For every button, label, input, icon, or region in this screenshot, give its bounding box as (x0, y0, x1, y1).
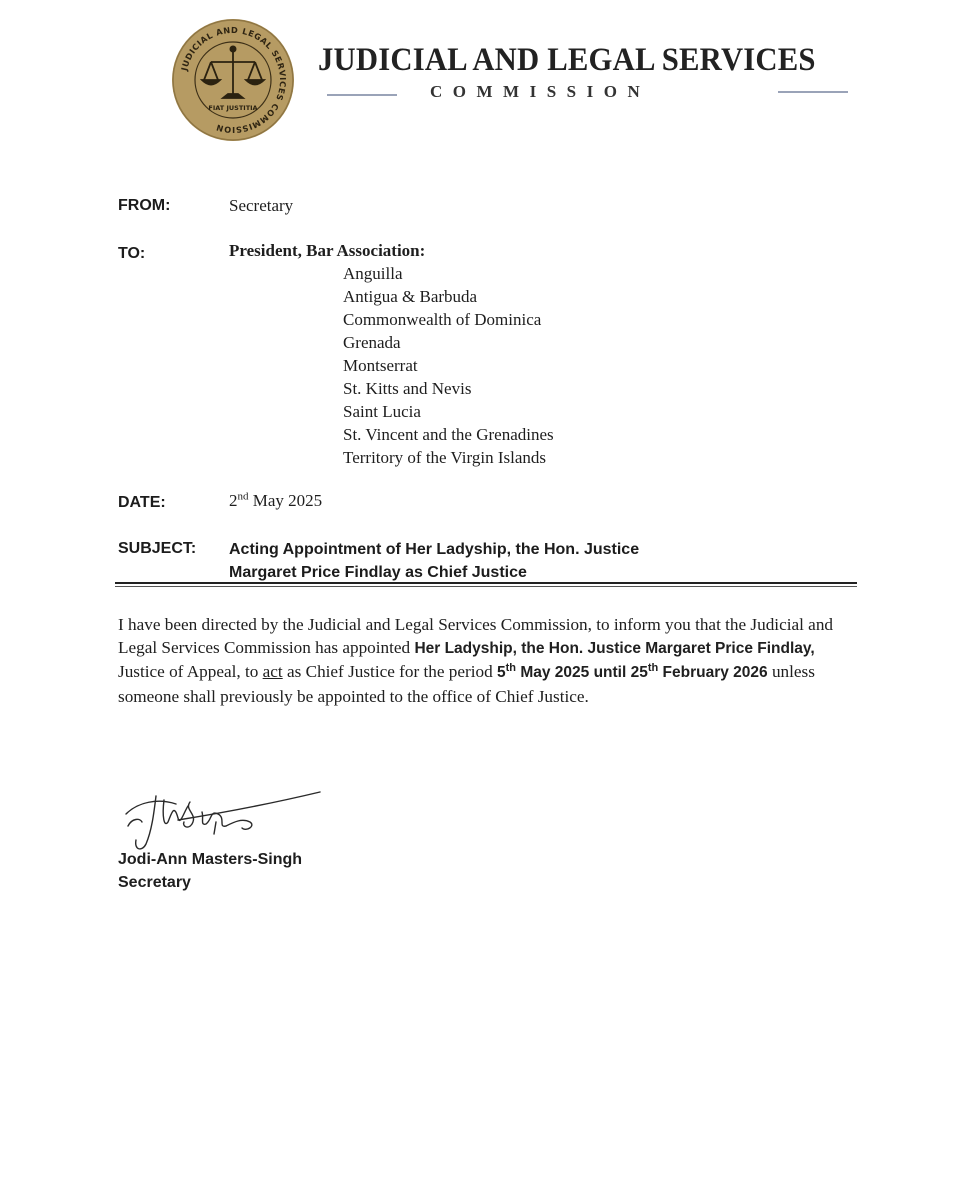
appointee-name: Her Ladyship, the Hon. Justice Margaret Price Findlay, (414, 640, 815, 658)
recipient-item: Montserrat (343, 356, 418, 375)
period-start-day: 5 (497, 664, 506, 682)
period-end: February 2026 (658, 664, 768, 682)
from-value: Secretary (229, 196, 294, 215)
seal-ring-text: JUDICIAL AND LEGAL SERVICES COMMISSION (178, 24, 289, 136)
period-middle: May 2025 until 25 (516, 664, 648, 682)
signatory-title: Secretary (118, 874, 191, 891)
subject-text (229, 538, 829, 584)
to-heading: President, Bar Association: (229, 241, 426, 260)
header-rule-left (327, 94, 397, 96)
subject-line-2: Margaret Price Findlay as Chief Justice (229, 564, 527, 581)
date-label: DATE: (118, 494, 166, 511)
body-text-2: Justice of Appeal, to (118, 662, 263, 682)
appointment-period (497, 664, 768, 681)
date-value (229, 491, 322, 511)
subject-divider-thin (115, 586, 857, 587)
to-label: TO: (118, 245, 146, 262)
date-rest: May 2025 (252, 491, 323, 510)
seal-motto: FIAT JUSTITIA (208, 104, 258, 112)
subject-line-1: Acting Appointment of Her Ladyship, the Hon. Justice (229, 541, 640, 558)
subject-label: SUBJECT: (118, 540, 197, 557)
recipient-item: Saint Lucia (343, 402, 421, 421)
handwritten-signature (118, 782, 328, 857)
date-day: 2 (229, 491, 238, 510)
recipient-item: St. Vincent and the Grenadines (343, 425, 554, 444)
recipient-item: St. Kitts and Nevis (343, 379, 472, 398)
signatory-name: Jodi-Ann Masters-Singh (118, 851, 303, 868)
date-suffix: nd (237, 490, 249, 503)
body-text-3: as Chief Justice for the period (282, 662, 497, 682)
body-text-4: unless someone shall previously be appointed to the office of Chief Justice. (118, 662, 815, 706)
recipient-list (343, 262, 554, 469)
act-underlined: act (262, 662, 283, 682)
commission-seal (171, 18, 295, 142)
from-label: FROM: (118, 197, 171, 214)
period-start-suffix: th (505, 662, 517, 675)
header-rule-right (778, 91, 848, 93)
recipient-item: Commonwealth of Dominica (343, 310, 542, 329)
organization-title: JUDICIAL AND LEGAL SERVICES (318, 42, 816, 78)
body-text-1: I have been directed by the Judicial and Legal Services Commission, to inform you that the Judicial and Legal Services Commission has appointed (118, 615, 834, 658)
organization-subtitle: COMMISSION (430, 82, 651, 101)
recipient-item: Anguilla (343, 264, 403, 283)
subject-divider (115, 582, 857, 584)
period-end-suffix: th (647, 662, 659, 675)
recipient-item: Grenada (343, 333, 401, 352)
recipient-item: Territory of the Virgin Islands (343, 448, 547, 467)
recipient-item: Antigua & Barbuda (343, 287, 478, 306)
letter-body (118, 613, 863, 708)
